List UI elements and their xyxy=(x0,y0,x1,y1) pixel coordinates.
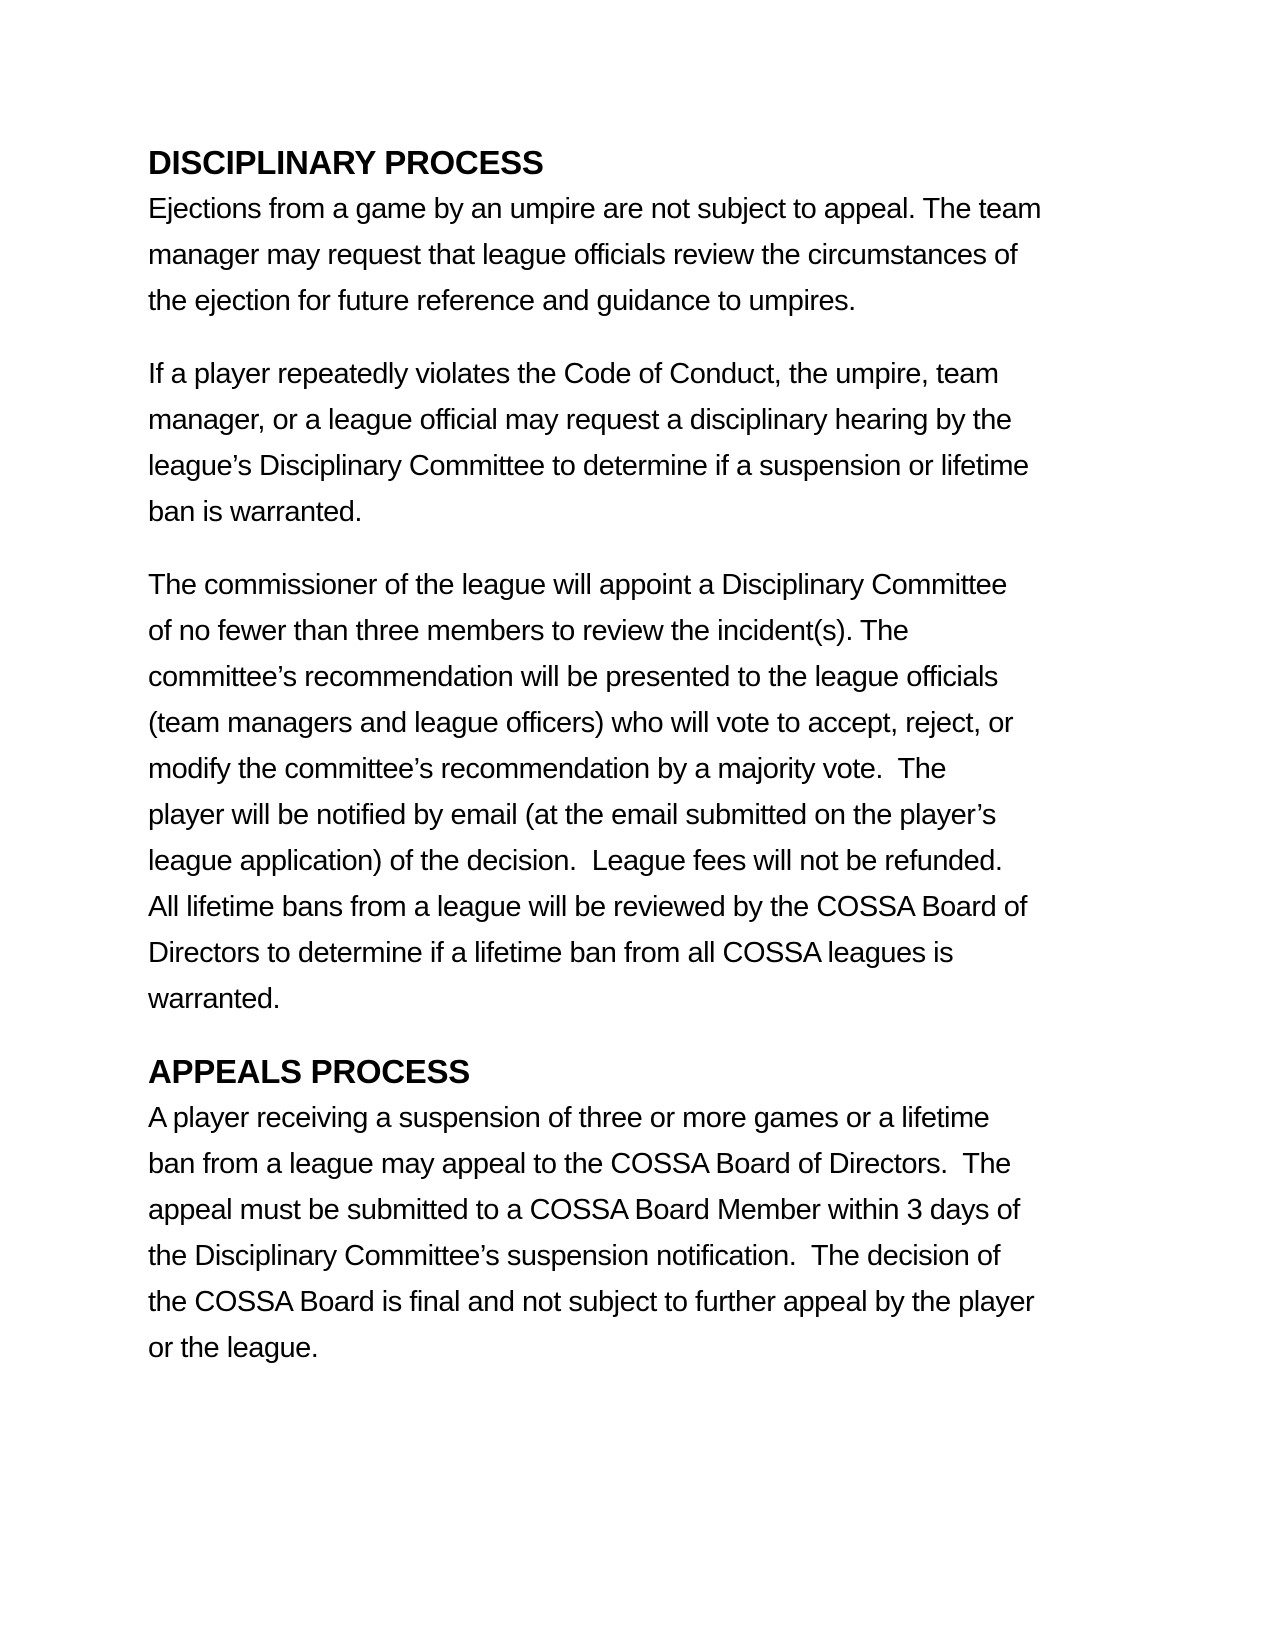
text-line: committee’s recommendation will be presented to the league officials xyxy=(148,661,998,693)
text-line: If a player repeatedly violates the Code of Conduct, the umpire, team xyxy=(148,358,999,390)
text-line: All lifetime bans from a league will be reviewed by the COSSA Board of xyxy=(148,891,1027,923)
text-line: the Disciplinary Committee’s suspension notification. The decision of xyxy=(148,1240,1001,1272)
text-line: league’s Disciplinary Committee to determine if a suspension or lifetime xyxy=(148,450,1029,482)
section xyxy=(148,1049,1145,1371)
text-line: the COSSA Board is final and not subject to further appeal by the player xyxy=(148,1286,1035,1318)
text-line: the ejection for future reference and guidance to umpires. xyxy=(148,285,856,317)
text-line: A player receiving a suspension of three or more games or a lifetime xyxy=(148,1102,990,1134)
document-sections xyxy=(148,140,1145,1371)
text-line: ban from a league may appeal to the COSSA Board of Directors. The xyxy=(148,1148,1011,1180)
text-line: league application) of the decision. League fees will not be refunded. xyxy=(148,845,1003,877)
text-line: The commissioner of the league will appoint a Disciplinary Committee xyxy=(148,569,1007,601)
paragraph xyxy=(148,562,1145,1022)
text-line: ban is warranted. xyxy=(148,496,362,528)
section-heading: APPEALS PROCESS xyxy=(148,1053,470,1090)
paragraph xyxy=(148,1095,1145,1371)
text-line: Ejections from a game by an umpire are not subject to appeal. The team xyxy=(148,193,1041,225)
text-line: of no fewer than three members to review the incident(s). The xyxy=(148,615,909,647)
text-line: or the league. xyxy=(148,1332,319,1364)
text-line: modify the committee’s recommendation by a majority vote. The xyxy=(148,753,947,785)
text-line: appeal must be submitted to a COSSA Board Member within 3 days of xyxy=(148,1194,1020,1226)
section xyxy=(148,140,1145,1022)
text-line: player will be notified by email (at the email submitted on the player’s xyxy=(148,799,996,831)
paragraph xyxy=(148,186,1145,324)
text-line: (team managers and league officers) who will vote to accept, reject, or xyxy=(148,707,1014,739)
text-line: manager, or a league official may request a disciplinary hearing by the xyxy=(148,404,1012,436)
text-line: manager may request that league officials review the circumstances of xyxy=(148,239,1018,271)
text-line: Directors to determine if a lifetime ban from all COSSA leagues is xyxy=(148,937,954,969)
paragraph xyxy=(148,351,1145,535)
text-line: warranted. xyxy=(148,983,281,1015)
section-heading: DISCIPLINARY PROCESS xyxy=(148,144,544,181)
